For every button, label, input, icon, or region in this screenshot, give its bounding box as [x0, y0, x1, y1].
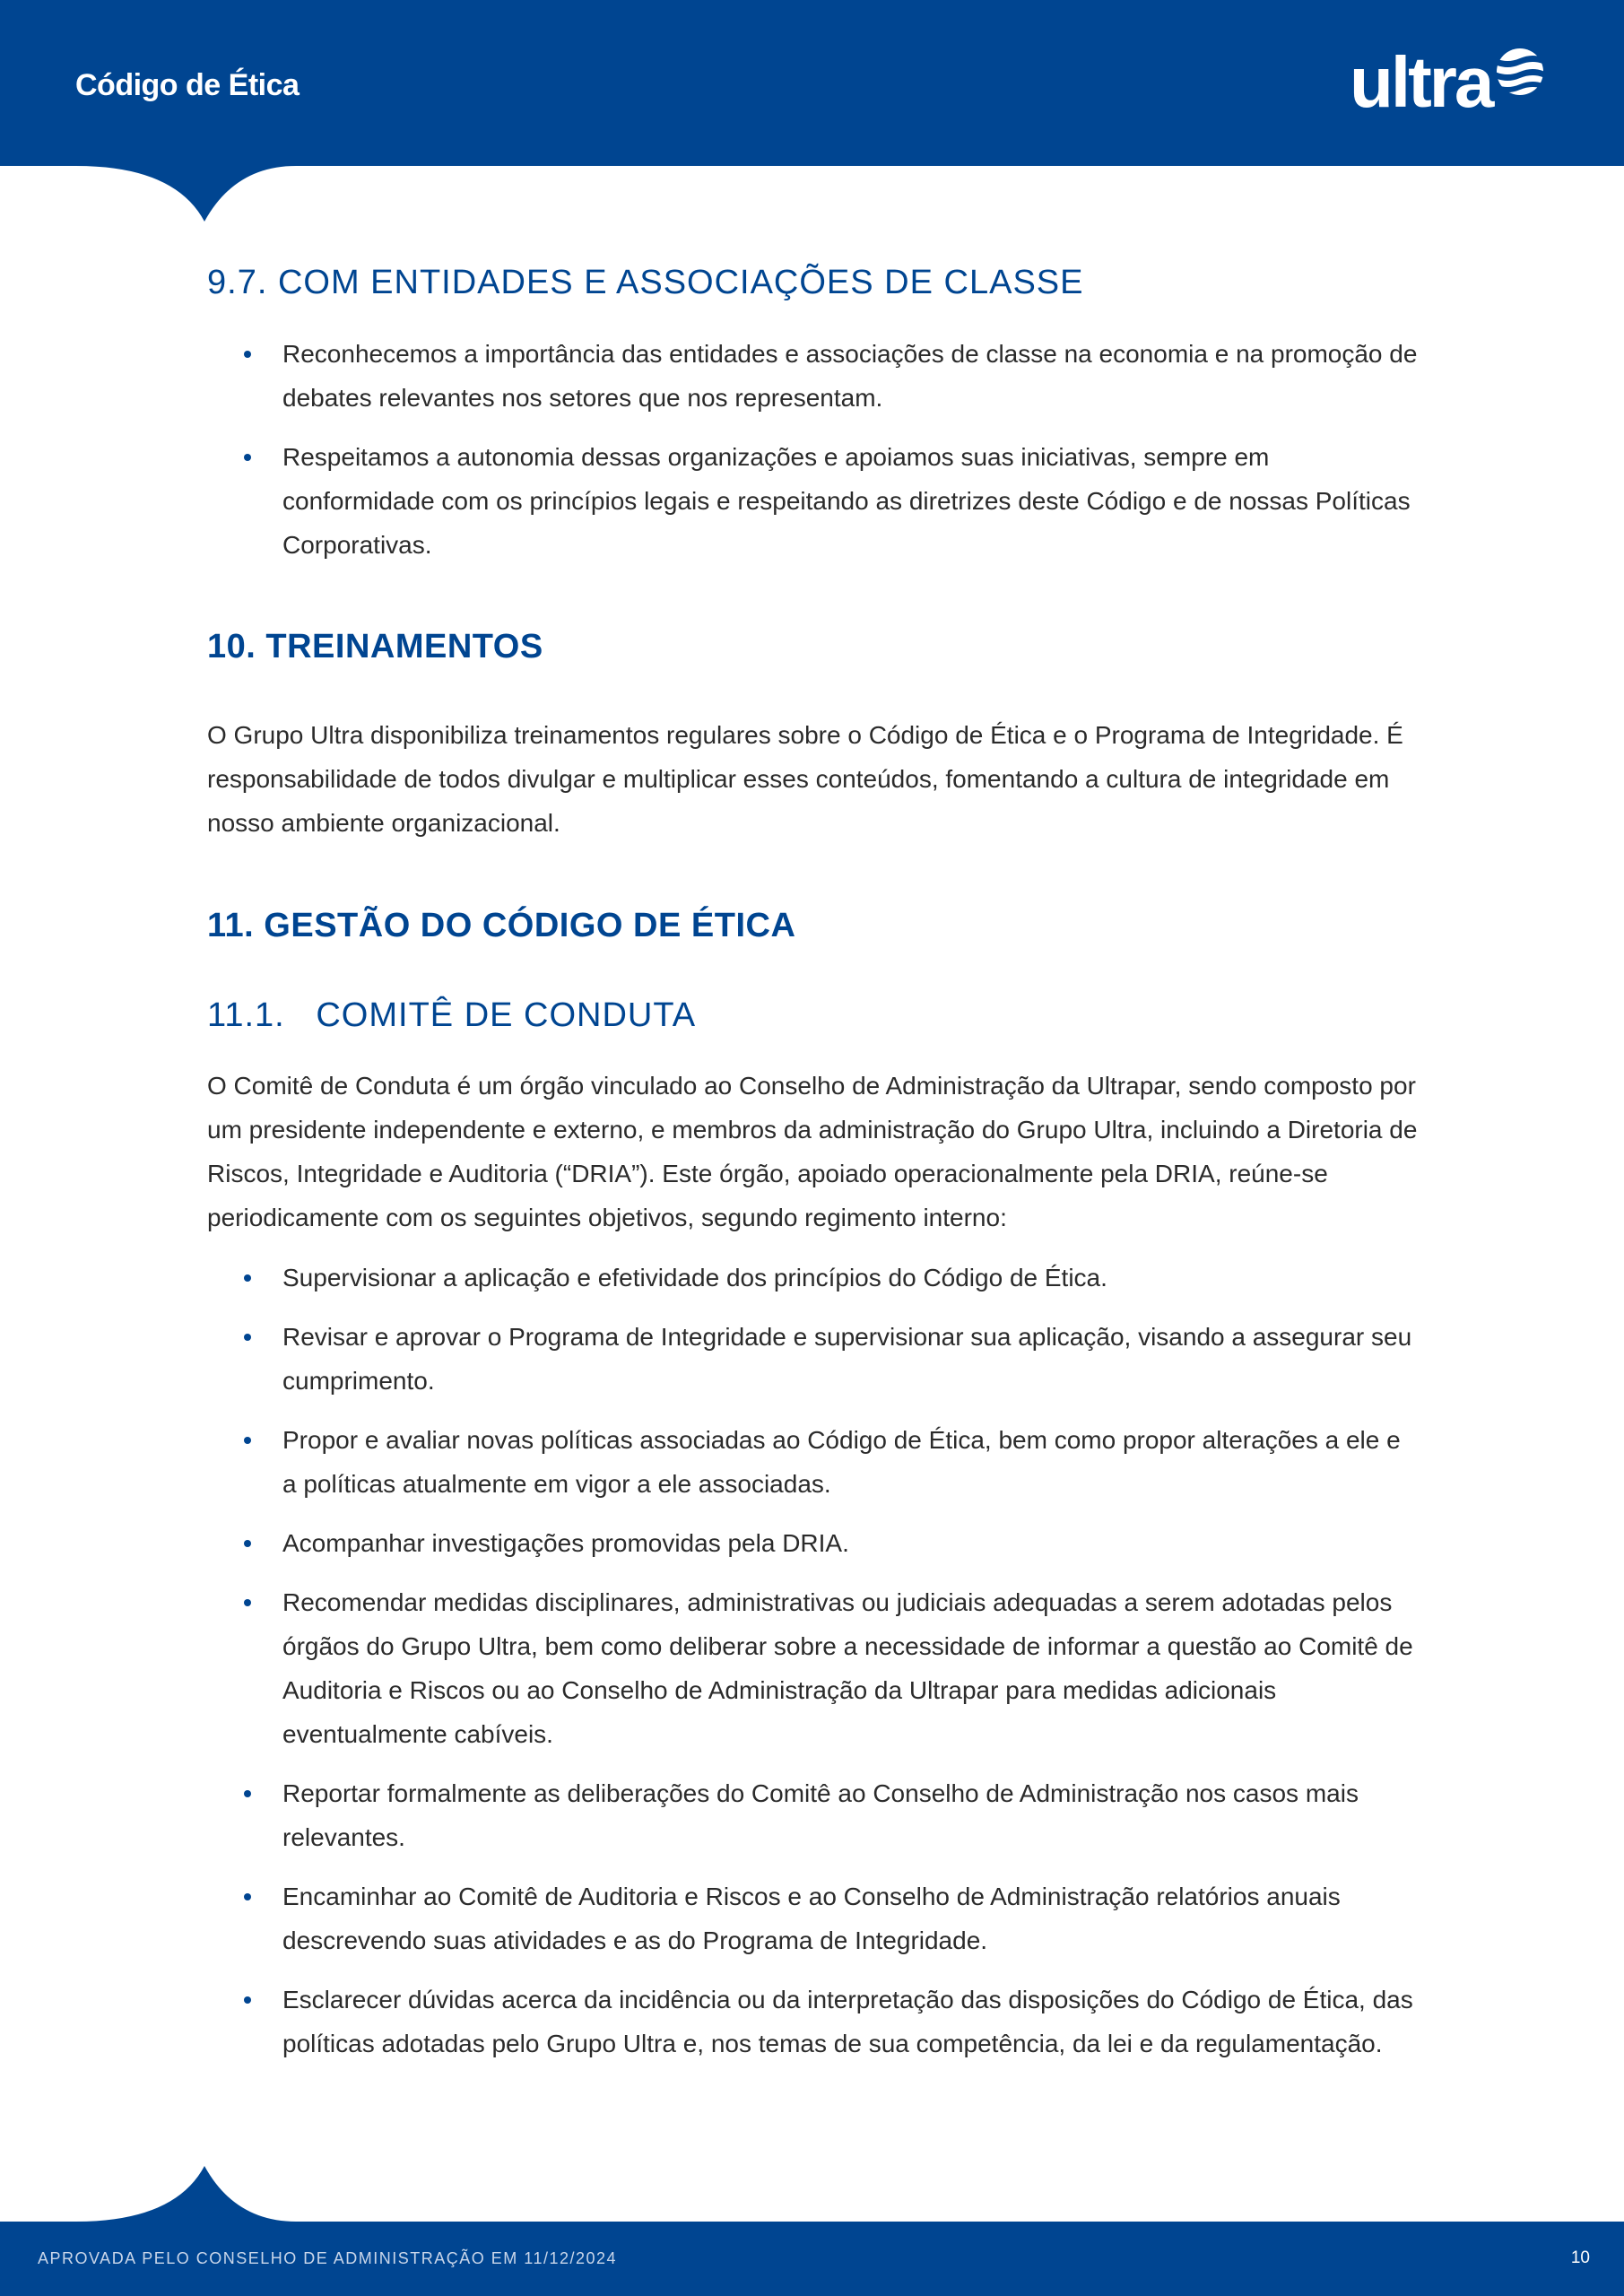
- list-item: Revisar e aprovar o Programa de Integridade e supervisionar sua aplicação, visando a assegurar seu cumprimento.: [207, 1315, 1418, 1403]
- ultra-logo: [1350, 42, 1545, 124]
- section-heading-10: 10. TREINAMENTOS: [207, 628, 543, 665]
- bullet-icon: [244, 454, 251, 461]
- ultra-wave-icon: [1495, 48, 1545, 95]
- section-9-7-list: [207, 332, 1418, 582]
- list-item: Reportar formalmente as deliberações do Comitê ao Conselho de Administração nos casos mais relevantes.: [207, 1771, 1418, 1859]
- section-heading-9-7: 9.7. COM ENTIDADES E ASSOCIAÇÕES DE CLASSE: [207, 264, 1084, 301]
- section-heading-11-1: 11.1. COMITÊ DE CONDUTA: [207, 996, 697, 1034]
- page-header: [0, 0, 1624, 166]
- list-item: Supervisionar a aplicação e efetividade dos princípios do Código de Ética.: [207, 1256, 1418, 1300]
- bullet-icon: [244, 1893, 251, 1900]
- approval-note: APROVADA PELO CONSELHO DE ADMINISTRAÇÃO EM 11/12/2024: [38, 2249, 618, 2267]
- document-title: Código de Ética: [75, 68, 300, 102]
- bullet-icon: [244, 1790, 251, 1797]
- page-number: 10: [1570, 2248, 1590, 2267]
- list-item: Propor e avaliar novas políticas associadas ao Código de Ética, bem como propor alterações a ele e a políticas atualmente em vigor a ele associadas.: [207, 1418, 1418, 1506]
- list-item: Recomendar medidas disciplinares, administrativas ou judiciais adequadas a serem adotadas pelos órgãos do Grupo Ultra, bem como deliberar sobre a necessidade de informar a questão ao Comitê de Auditoria e Riscos ou ao Conselho de Administração da Ultrapar para medidas adicionais eventualmente cabíveis.: [207, 1580, 1418, 1756]
- footer-tab-decoration: [0, 2163, 296, 2222]
- list-item: Respeitamos a autonomia dessas organizações e apoiamos suas iniciativas, sempre em conformidade com os princípios legais e respeitando as diretrizes deste Código e de nossas Políticas Corporativas.: [207, 435, 1418, 567]
- bullet-icon: [244, 1599, 251, 1606]
- section-10-paragraph: O Grupo Ultra disponibiliza treinamentos regulares sobre o Código de Ética e o Programa de Integridade. É responsabilidade de todos divulgar e multiplicar esses conteúdos, fomentando a cultura de integridade em nosso ambiente organizacional.: [207, 721, 1403, 837]
- bullet-icon: [244, 1334, 251, 1341]
- bullet-icon: [244, 351, 251, 358]
- page-footer: [0, 2222, 1624, 2296]
- bullet-icon: [244, 1996, 251, 2004]
- section-heading-11: 11. GESTÃO DO CÓDIGO DE ÉTICA: [207, 907, 796, 944]
- bullet-icon: [244, 1540, 251, 1547]
- bullet-icon: [244, 1437, 251, 1444]
- list-item: Encaminhar ao Comitê de Auditoria e Riscos e ao Conselho de Administração relatórios anuais descrevendo suas atividades e as do Programa de Integridade.: [207, 1874, 1418, 1962]
- logo-text: ultra: [1350, 42, 1492, 122]
- header-tab-decoration: [0, 166, 296, 224]
- list-item: Reconhecemos a importância das entidades e associações de classe na economia e na promoção de debates relevantes nos setores que nos representam.: [207, 332, 1418, 420]
- list-item: Acompanhar investigações promovidas pela DRIA.: [207, 1521, 1418, 1565]
- list-item: Esclarecer dúvidas acerca da incidência ou da interpretação das disposições do Código de Ética, das políticas adotadas pelo Grupo Ultra e, nos temas de sua competência, da lei e da regulamentação.: [207, 1978, 1418, 2066]
- bullet-icon: [244, 1274, 251, 1282]
- section-11-1-paragraph: O Comitê de Conduta é um órgão vinculado ao Conselho de Administração da Ultrapar, sendo composto por um presidente independente e externo, e membros da administração do Grupo Ultra, incluindo a Diretoria de Riscos, Integridade e Auditoria (“DRIA”). Este órgão, apoiado operacionalmente pela DRIA, reúne-se periodicamente com os seguintes objetivos, segundo regimento interno:: [207, 1072, 1418, 1231]
- section-11-1-list: [207, 1256, 1418, 2081]
